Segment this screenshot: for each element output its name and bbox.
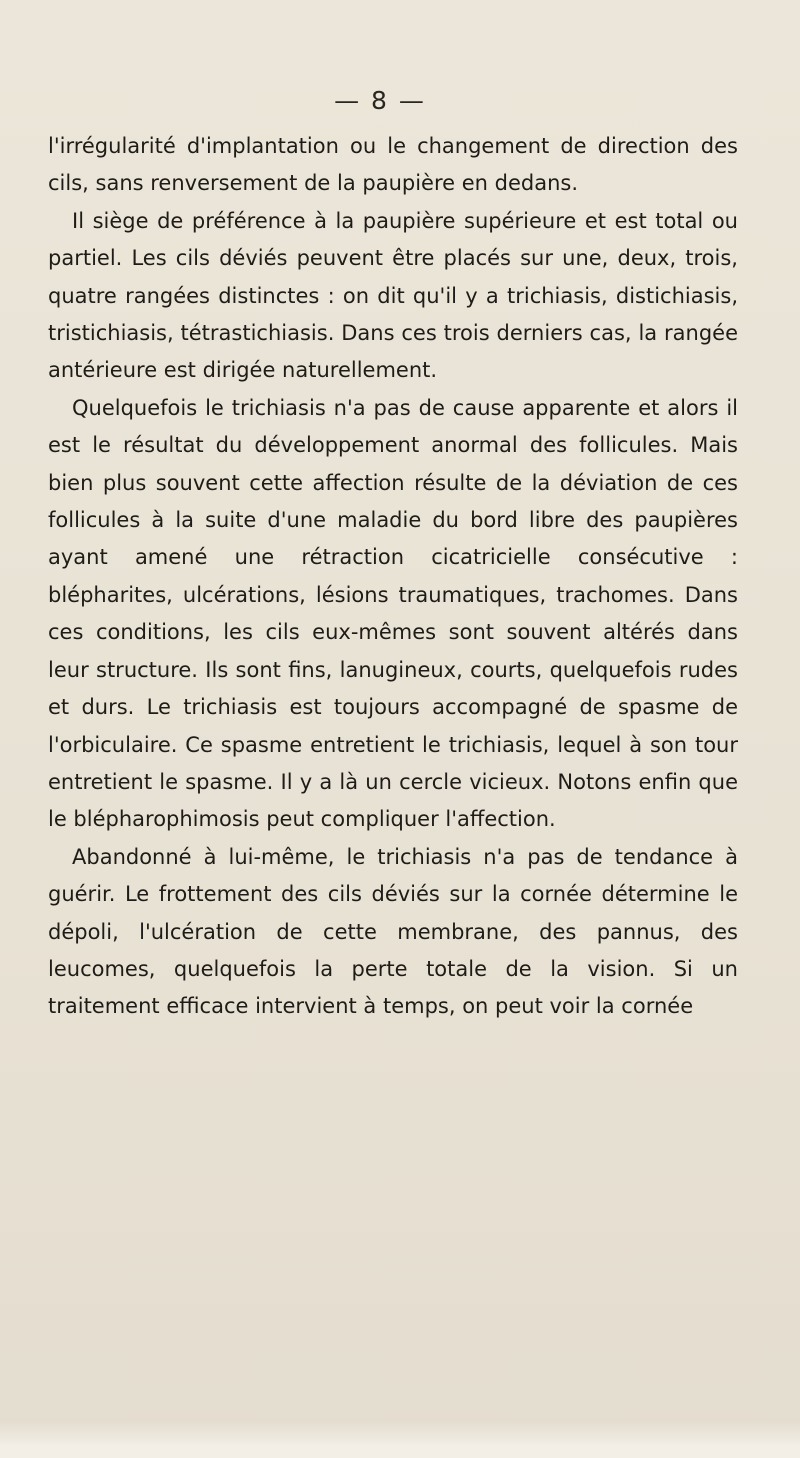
paragraph: Il siège de préférence à la paupière supérieure et est total ou partiel. Les cils déviés peuvent être placés sur une, deux, trois, quatre rangées distinctes : on dit qu'il y a trichiasis, distichiasis, tristichiasis, tétrastichiasis. Dans ces trois derniers cas, la rangée antérieure est dirigée naturellement.	[48, 208, 738, 383]
body-text	[48, 128, 738, 1026]
paragraph: Quelquefois le trichiasis n'a pas de cause apparente et alors il est le résultat du développement anormal des follicules. Mais bien plus souvent cette affection résulte de la déviation de ces follicules à la suite d'une maladie du bord libre des paupières ayant amené une rétraction cicatricielle consécutive : blépharites, ulcérations, lésions traumatiques, trachomes. Dans ces conditions, les cils eux-mêmes sont souvent altérés dans leur structure. Ils sont fins, lanugineux, courts, quelquefois rudes et durs. Le trichiasis est toujours accompagné de spasme de l'orbiculaire. Ce spasme entretient le trichiasis, lequel à son tour entretient le spasme. Il y a là un cercle vicieux. Notons enfin que le blépharophimosis peut compliquer l'affection.	[48, 395, 738, 832]
paragraph-continued: l'irrégularité d'implantation ou le changement de direction des cils, sans renversement de la paupière en dedans.	[48, 134, 738, 196]
paragraph: Abandonné à lui-même, le trichiasis n'a pas de tendance à guérir. Le frottement des cils déviés sur la cornée détermine le dépoli, l'ulcération de cette membrane, des pannus, des leucomes, quelquefois la perte totale de la vision. Si un traitement efficace intervient à temps, on peut voir la cornée	[48, 844, 738, 1019]
page-number: — 8 —	[334, 86, 426, 115]
page-bottom-edge	[0, 1422, 800, 1458]
